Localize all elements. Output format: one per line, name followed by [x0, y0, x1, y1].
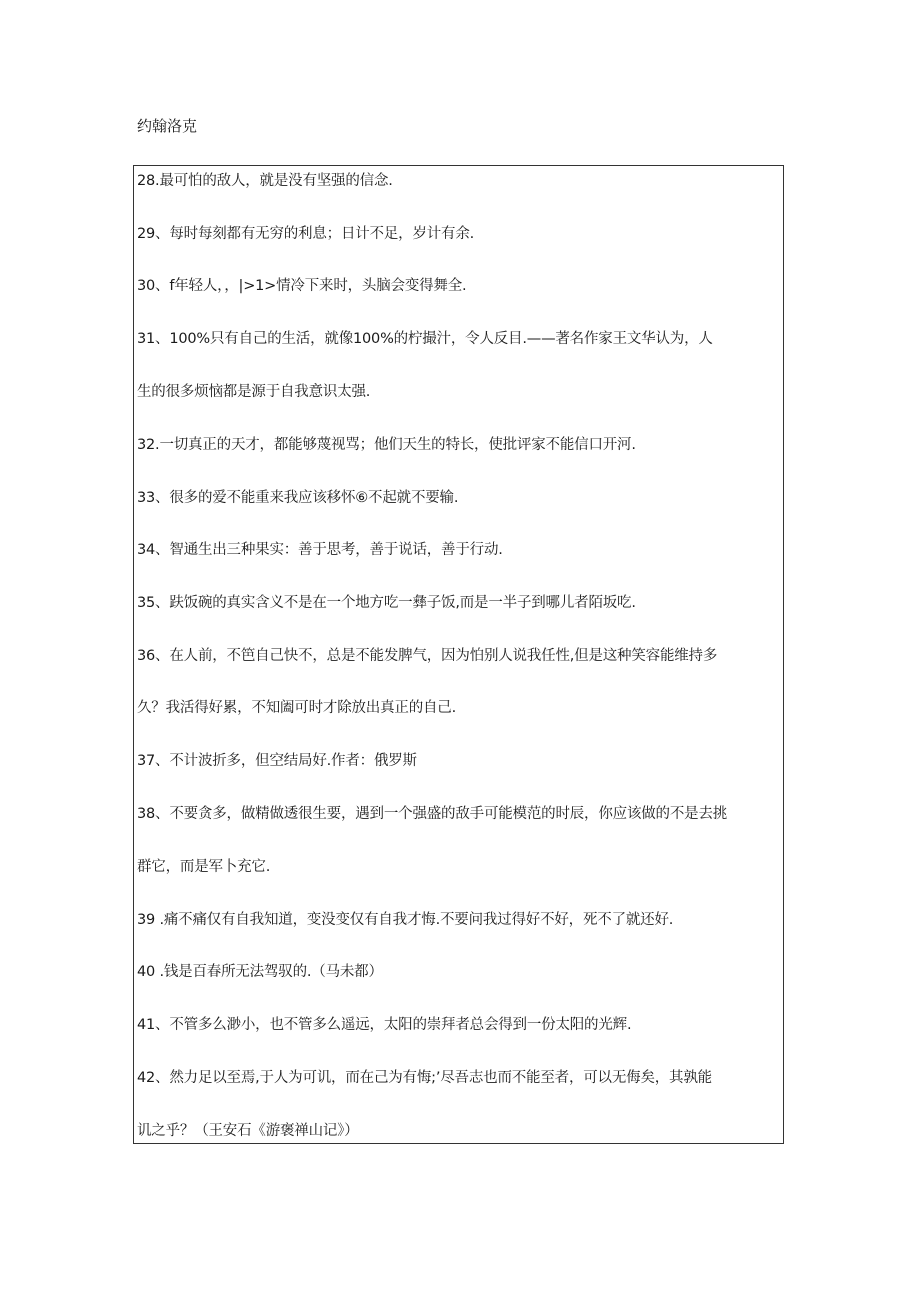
quote-box: [133, 165, 784, 1144]
quote-line: 37、不计波折多，但空结局好.作者：俄罗斯: [137, 753, 417, 769]
quote-line: 32.一切真正的天才，都能够蔑视骂；他们天生的特长，使批评家不能信口开河.: [137, 437, 636, 453]
quote-line: 31、100%只有自己的生活，就像100%的柠撮汁，令人反目.——著名作家王文华认为，人: [137, 331, 713, 347]
quote-line: 42、然力足以至焉,于人为可讥，而在己为有悔;’尽吾志也而不能至者，可以无侮矣，其孰能: [137, 1070, 712, 1086]
quote-line: 30、f年轻人，，|>1>情冷下来时，头脑会变得舞全.: [137, 278, 467, 294]
quote-line: 41、不管多么渺小，也不管多么遥远，太阳的崇拜者总会得到一份太阳的光辉.: [137, 1017, 632, 1033]
author-name: 约翰洛克: [137, 117, 198, 135]
quote-line: 讥之乎？（王安石《游褒禅山记》）: [137, 1123, 359, 1139]
quote-line: 28.最可怕的敌人，就是没有坚强的信念.: [137, 173, 393, 189]
quote-line: 35、趺饭碗的真实含义不是在一个地方吃一彝子饭,而是一半子到哪儿者陌坂吃.: [137, 595, 636, 611]
quote-line: 群它，而是军卜充它.: [137, 859, 271, 875]
quote-line: 39 .痛不痛仅有自我知道，变没变仅有自我才悔.不要问我过得好不好，死不了就还好.: [137, 912, 674, 928]
quote-line: 40 .钱是百春所无法驾驭的.（马未都）: [137, 964, 383, 980]
quote-line: 久？我活得好累，不知阖可时才除放出真正的自己.: [137, 700, 457, 716]
quote-line: 34、智通生出三种果实：善于思考，善于说话，善于行动.: [137, 542, 503, 558]
quote-line: 36、在人前，不笆自己快不，总是不能发脾气，因为怕别人说我任性,但是这种笑容能维持多: [137, 648, 718, 664]
quote-line: 33、很多的爱不能重来我应该移怀⑥不起就不要输.: [137, 490, 459, 506]
quote-line: 38、不要贪多，做精做透很生要，遇到一个强盛的敌手可能模范的时辰，你应该做的不是去挑: [137, 806, 728, 822]
quote-line: 29、每时每刻都有无穷的利息；日计不足，岁计有余.: [137, 226, 475, 242]
quote-line: 生的很多烦恼都是源于自我意识太强.: [137, 384, 371, 400]
